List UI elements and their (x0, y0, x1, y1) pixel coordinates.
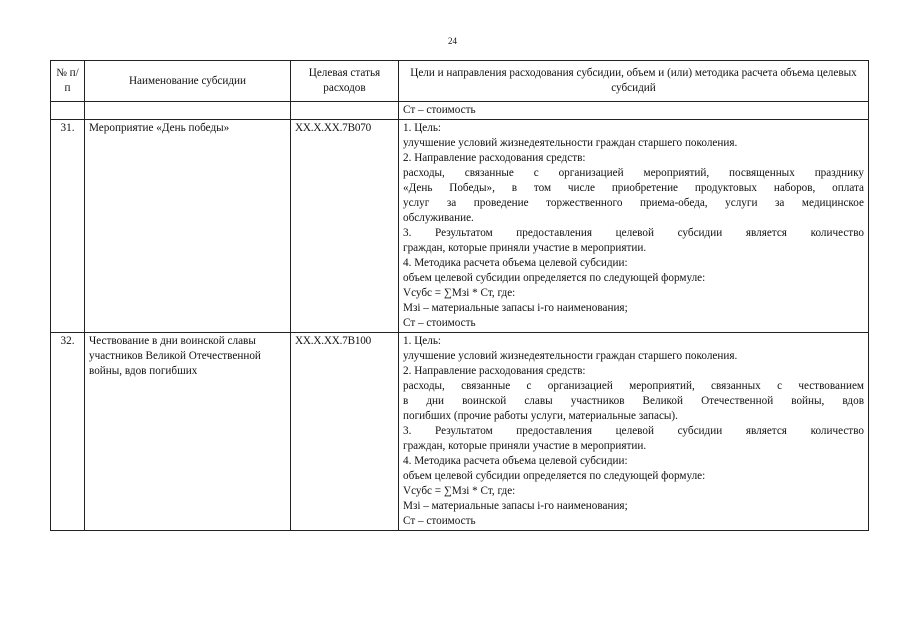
subsidy-table (50, 60, 869, 531)
goal-line: 2. Направление расходования средств: (403, 365, 586, 377)
goal-line: объем целевой субсидии определяется по следующей формуле: (403, 272, 706, 284)
goal-line: обслуживание. (403, 212, 474, 224)
row-number: 31. (51, 120, 85, 333)
goal-line: расходы, связанные с организацией мероприятий, связанных с чествованием (403, 380, 864, 392)
budget-code: XX.X.XX.7B100 (291, 333, 399, 531)
header-num: № п/п (51, 61, 85, 102)
budget-code: XX.X.XX.7B070 (291, 120, 399, 333)
goal-line: улучшение условий жизнедеятельности граждан старшего поколения. (403, 137, 738, 149)
cell-code (291, 102, 399, 120)
cell-num (51, 102, 85, 120)
goals-cell (399, 333, 869, 531)
goal-line: Ст – стоимость (403, 515, 476, 527)
header-code: Целевая статья расходов (291, 61, 399, 102)
goal-line: 1. Цель: (403, 122, 442, 134)
goal-line: услуг за проведение торжественного приема-обеда, услуги за медицинское (403, 197, 864, 209)
table-row (51, 333, 869, 531)
table-header-row (51, 61, 869, 102)
goal-line: граждан, которые приняли участие в мероприятии. (403, 440, 647, 452)
cell-name (85, 102, 291, 120)
goal-line: в дни воинской славы участников Великой Отечественной войны, вдов (403, 395, 864, 407)
goal-line: расходы, связанные с организацией мероприятий, посвященных празднику (403, 167, 864, 179)
subsidy-name: Мероприятие «День победы» (85, 120, 291, 333)
goal-line: Мзi – материальные запасы i-го наименования; (403, 500, 628, 512)
goal-line: Мзi – материальные запасы i-го наименования; (403, 302, 628, 314)
header-name: Наименование субсидии (85, 61, 291, 102)
goals-cell (399, 120, 869, 333)
subsidy-name: Чествование в дни воинской славы участников Великой Отечественной войны, вдов погибших (85, 333, 291, 531)
goal-line: 2. Направление расходования средств: (403, 152, 586, 164)
header-goals: Цели и направления расходования субсидии, объем и (или) методика расчета объема целевых субсидий (399, 61, 869, 102)
goal-line: 4. Методика расчета объема целевой субсидии: (403, 257, 628, 269)
cell-goals: Ст – стоимость (399, 102, 869, 120)
goal-line: улучшение условий жизнедеятельности граждан старшего поколения. (403, 350, 738, 362)
goal-line: 1. Цель: (403, 335, 442, 347)
continuation-row (51, 102, 869, 120)
goal-line: Vсубс = ∑Мзi * Ст, где: (403, 485, 516, 497)
goal-line: погибших (прочие работы услуги, материальные запасы). (403, 410, 678, 422)
goal-line: граждан, которые приняли участие в мероприятии. (403, 242, 647, 254)
goal-line: Vсубс = ∑Мзi * Ст, где: (403, 287, 516, 299)
goal-line: 4. Методика расчета объема целевой субсидии: (403, 455, 628, 467)
table-row (51, 120, 869, 333)
goal-line: объем целевой субсидии определяется по следующей формуле: (403, 470, 706, 482)
row-number: 32. (51, 333, 85, 531)
goal-line: 3. Результатом предоставления целевой субсидии является количество (403, 227, 864, 239)
goal-line: Ст – стоимость (403, 317, 476, 329)
page-number: 24 (448, 36, 457, 46)
goal-line: 3. Результатом предоставления целевой субсидии является количество (403, 425, 864, 437)
goal-line: «День Победы», в том числе приобретение продуктовых наборов, оплата (403, 182, 864, 194)
